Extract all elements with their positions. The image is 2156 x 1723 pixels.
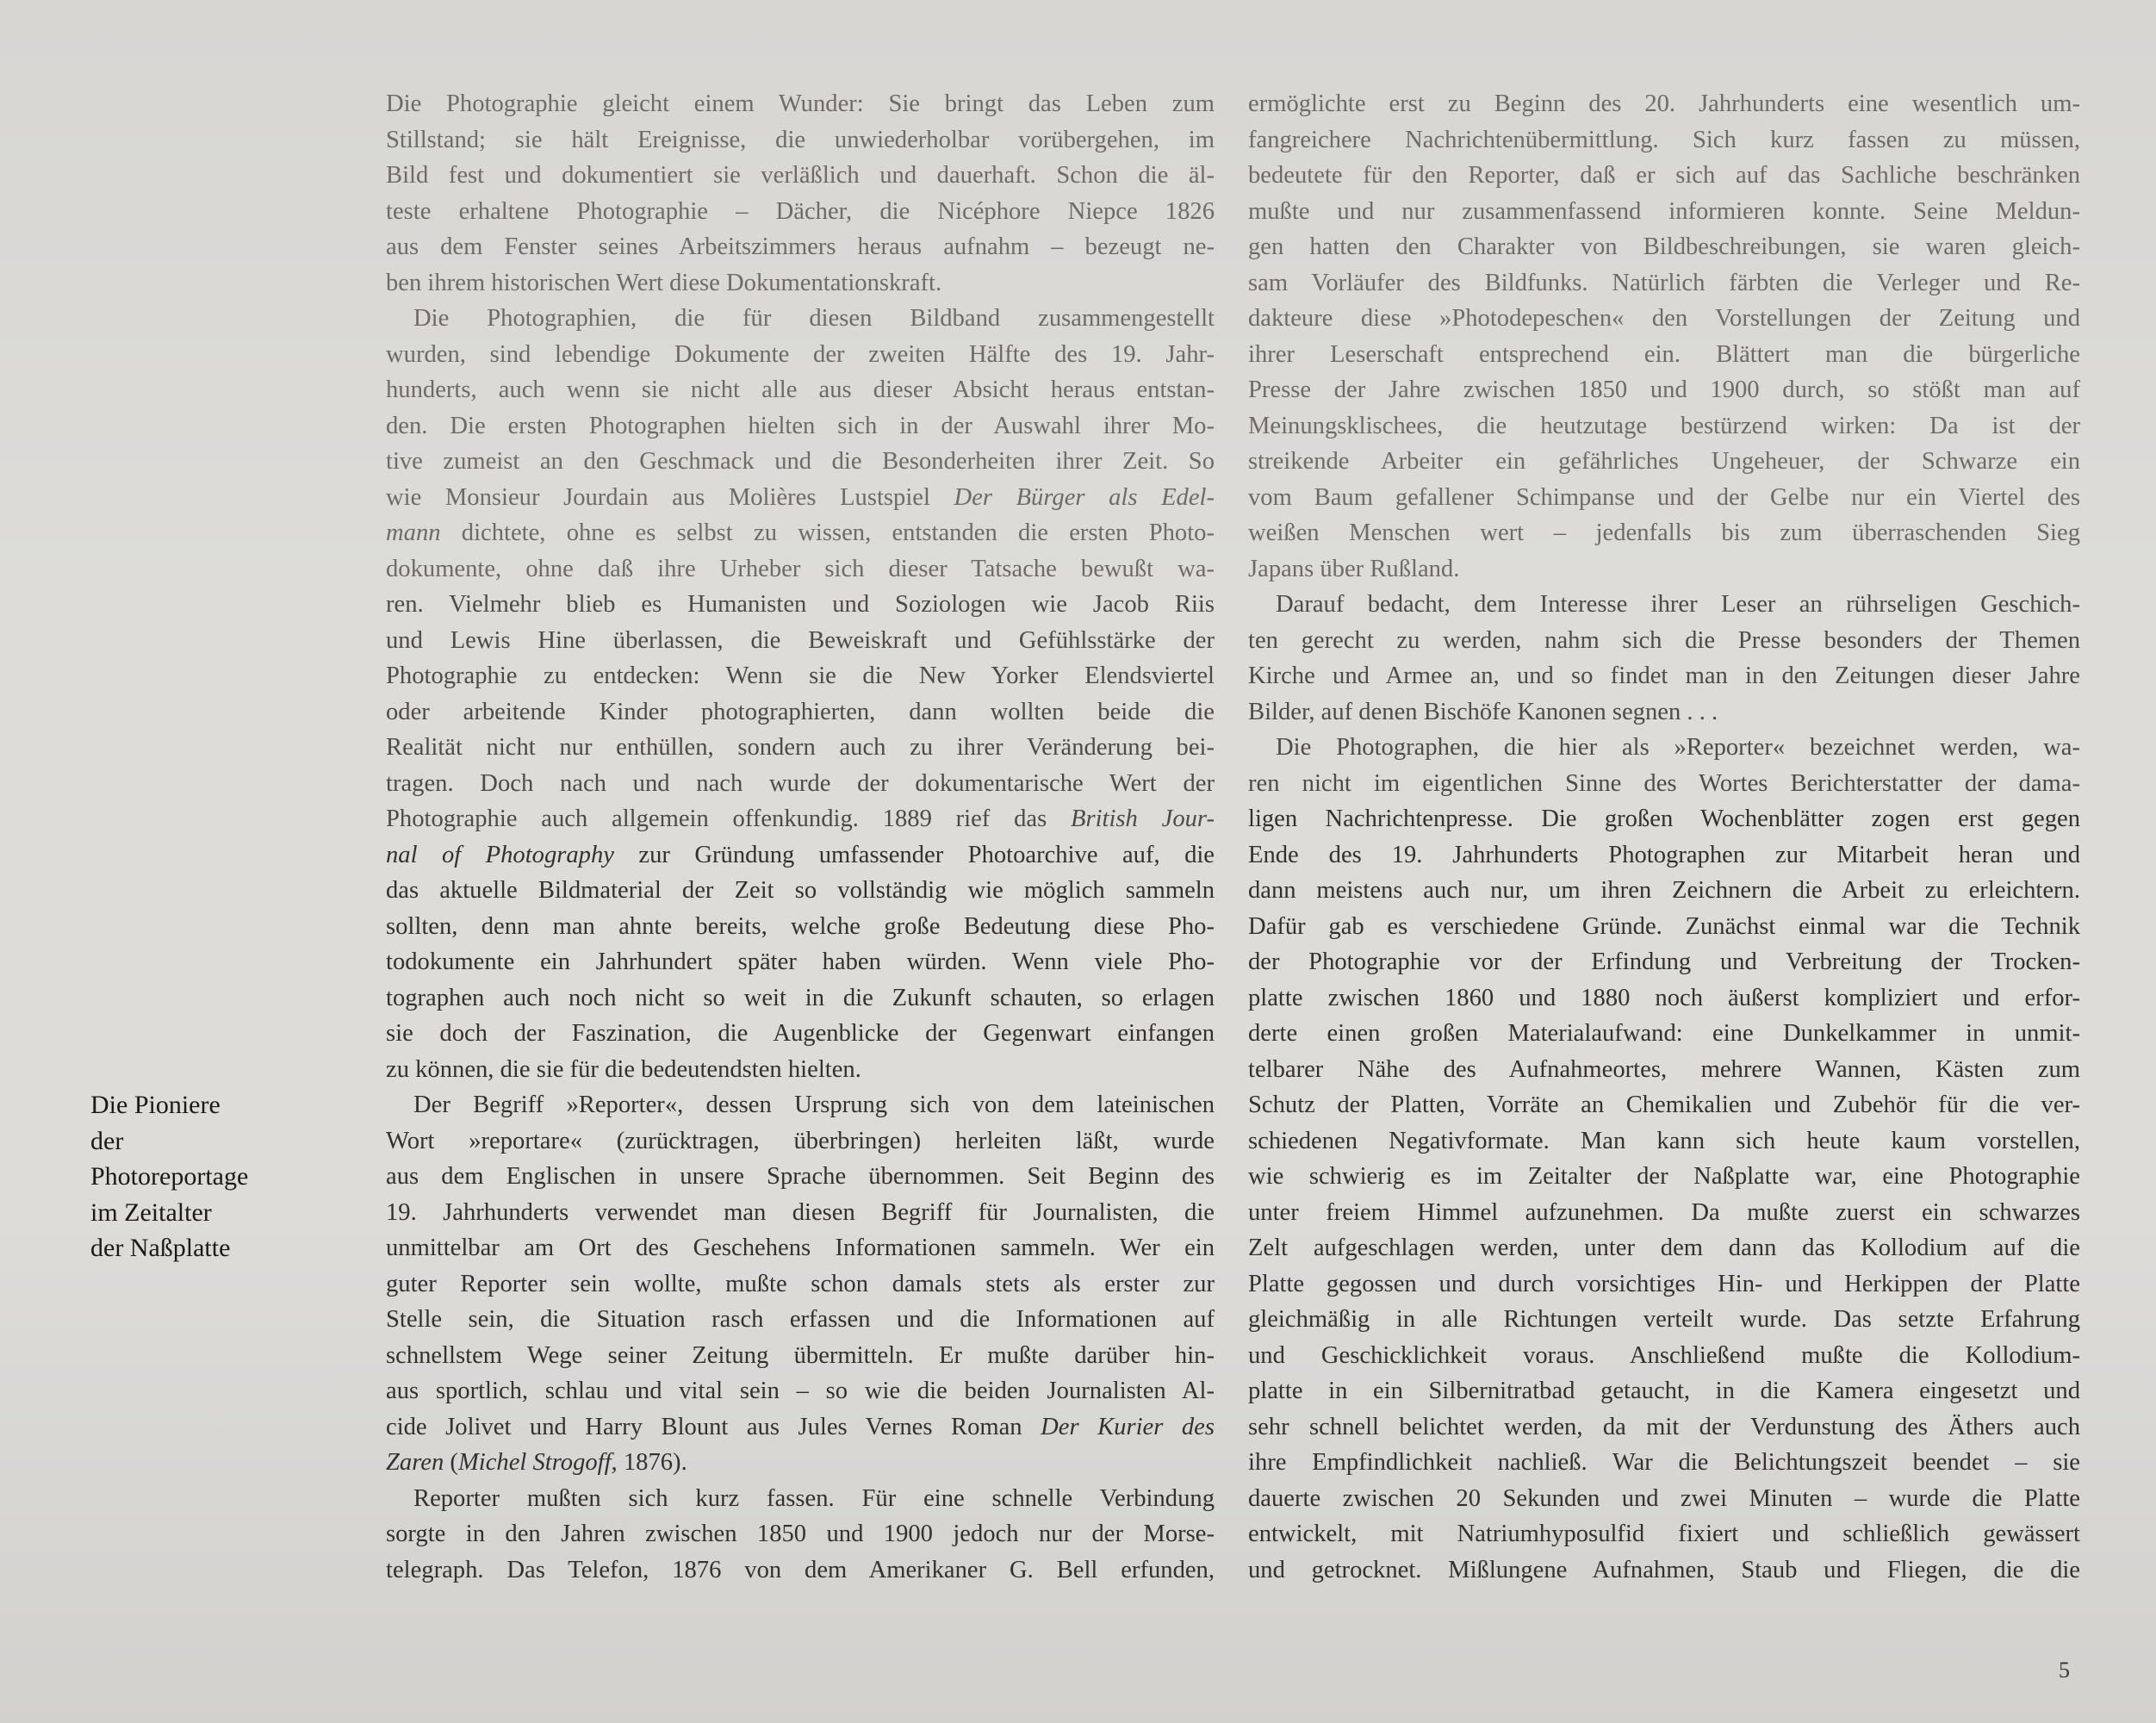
text-line (386, 1481, 1215, 1517)
text-line (386, 1087, 1215, 1123)
text-line (386, 1159, 1215, 1195)
text-line (1248, 1230, 2080, 1266)
text-line (1248, 408, 2080, 445)
line-text: fangreichere Nachrichtenübermittlung. Sich kurz fassen zu müssen, (1248, 126, 2080, 153)
line-text: wie Monsieur Jourdain aus Molières Lustspiel (386, 483, 954, 511)
line-text: entwickelt, mit Natriumhyposulfid fixiert und schließlich gewässert (1248, 1521, 2080, 1547)
line-text: dichtete, ohne es selbst zu wissen, entstanden die ersten Photo- (440, 519, 1215, 546)
line-text: cide Jolivet und Harry Blount aus Jules Vernes Roman (386, 1413, 1041, 1440)
line-text: Photographie auch allgemein offenkundig. 1889 rief das (386, 806, 1071, 832)
text-line (386, 158, 1215, 194)
text-line (1248, 301, 2080, 337)
line-text: aus dem Fenster seines Arbeitszimmers heraus aufnahm – bezeugt ne- (386, 233, 1215, 260)
text-line (1248, 623, 2080, 659)
line-text: unmittelbar am Ort des Geschehens Informationen sammeln. Wer ein (386, 1235, 1215, 1261)
text-line (1248, 694, 2080, 731)
line-text: ihre Empfindlichkeit nachließ. War die Belichtungszeit beendet – sie (1248, 1449, 2080, 1476)
text-line (386, 1052, 1215, 1088)
line-text: aus sportlich, schlau und vital sein – so wie die beiden Journalisten Al- (386, 1378, 1215, 1404)
text-line (386, 337, 1215, 373)
text-line (1248, 1016, 2080, 1052)
text-line (386, 265, 1215, 302)
line-text: Bilder, auf denen Bischöfe Kanonen segnen . . . (1248, 698, 1718, 725)
chapter-heading-line: der Naßplatte (90, 1234, 231, 1262)
line-text: bedeutete für den Reporter, daß er sich auf das Sachliche beschränken (1248, 162, 2080, 189)
italic-title: nal of Photography (386, 841, 614, 868)
line-text: gen hatten den Charakter von Bildbeschreibungen, sie waren gleich- (1248, 233, 2080, 260)
text-line (1248, 480, 2080, 516)
line-text: dauerte zwischen 20 Sekunden und zwei Minuten – wurde die Platte (1248, 1484, 2080, 1512)
line-text: Reporter mußten sich kurz fassen. Für eine schnelle Verbindung (413, 1484, 1215, 1512)
line-text: platte zwischen 1860 und 1880 noch äußerst kompliziert und erfor- (1248, 984, 2080, 1011)
text-line (386, 944, 1215, 980)
line-text: tragen. Doch nach und nach wurde der dokumentarische Wert der (386, 769, 1215, 797)
line-text: Zelt aufgeschlagen werden, unter dem dann das Kollodium auf die (1248, 1235, 2080, 1261)
line-text: der Photographie vor der Erfindung und Verbreitung der Trocken- (1248, 949, 2080, 975)
line-text: wurden, sind lebendige Dokumente der zweiten Hälfte des 19. Jahr- (386, 340, 1215, 368)
line-text: Kirche und Armee an, und so findet man in den Zeitungen dieser Jahre (1248, 662, 2080, 689)
text-line (386, 1230, 1215, 1266)
line-text: Schutz der Platten, Vorräte an Chemikalien und Zubehör für die ver- (1248, 1092, 2080, 1118)
line-text: vom Baum gefallener Schimpanse und der Gelbe nur ein Viertel des (1248, 483, 2080, 511)
line-text: weißen Menschen wert – jedenfalls bis zum überraschenden Sieg (1248, 519, 2080, 546)
text-line (1248, 873, 2080, 909)
text-line (1248, 1159, 2080, 1195)
text-column-right (1248, 86, 2080, 1588)
line-text: Stillstand; sie hält Ereignisse, die unwiederholbar vorübergehen, im (386, 126, 1215, 153)
text-line (386, 1338, 1215, 1374)
text-line (1248, 909, 2080, 945)
line-text: tive zumeist an den Geschmack und die Besonderheiten ihrer Zeit. So (386, 448, 1215, 475)
line-text: sollten, denn man ahnte bereits, welche große Bedeutung diese Pho- (386, 912, 1215, 940)
text-line (386, 766, 1215, 802)
line-text: Meinungsklischees, die heutzutage bestürzend wirken: Da ist der (1248, 412, 2080, 439)
line-text: Ende des 19. Jahrhunderts Photographen zur Mitarbeit heran und (1248, 841, 2080, 868)
text-line (386, 909, 1215, 945)
text-line (386, 480, 1215, 516)
line-text: Dafür gab es verschiedene Gründe. Zunächst einmal war die Technik (1248, 912, 2080, 940)
text-line (1248, 265, 2080, 302)
line-text: ermöglichte erst zu Beginn des 20. Jahrhunderts eine wesentlich um- (1248, 90, 2080, 117)
line-text: gleichmäßig in alle Richtungen verteilt wurde. Das setzte Erfahrung (1248, 1306, 2080, 1333)
text-line (386, 301, 1215, 337)
text-line (386, 1373, 1215, 1409)
text-line (1248, 837, 2080, 874)
text-line (386, 1516, 1215, 1552)
italic-title: Michel Strogoff, (457, 1449, 618, 1476)
line-text: mußte und nur zusammenfassend informieren konnte. Seine Meldun- (1248, 197, 2080, 225)
line-text: Die Photographie gleicht einem Wunder: Sie bringt das Leben zum (386, 90, 1215, 117)
text-line (386, 229, 1215, 265)
line-text: platte in ein Silbernitratbad getaucht, in die Kamera eingesetzt und (1248, 1378, 2080, 1404)
text-line (1248, 229, 2080, 265)
text-line (1248, 766, 2080, 802)
line-text: ren. Vielmehr blieb es Humanisten und Soziologen wie Jacob Riis (386, 591, 1215, 618)
text-line (1248, 658, 2080, 694)
text-line (1248, 86, 2080, 122)
text-line (1248, 980, 2080, 1017)
line-text: derte einen großen Materialaufwand: eine Dunkelkammer in unmit- (1248, 1020, 2080, 1047)
text-line (1248, 551, 2080, 588)
line-text: teste erhaltene Photographie – Dächer, die Nicéphore Niepce 1826 (386, 197, 1215, 225)
text-line (1248, 1195, 2080, 1231)
text-line (1248, 587, 2080, 623)
line-text: Wort »reportare« (zurücktragen, überbringen) herleiten läßt, wurde (386, 1127, 1215, 1154)
line-text: telegraph. Das Telefon, 1876 von dem Amerikaner G. Bell erfunden, (386, 1556, 1215, 1583)
line-text: Realität nicht nur enthüllen, sondern auch zu ihrer Veränderung bei- (386, 734, 1215, 761)
text-line (386, 515, 1215, 551)
text-line (386, 837, 1215, 874)
line-text: und getrocknet. Mißlungene Aufnahmen, Staub und Fliegen, die die (1248, 1556, 2080, 1583)
text-line (1248, 515, 2080, 551)
line-text: zur Gründung umfassender Photoarchive auf, die (613, 841, 1215, 868)
line-text: unter freiem Himmel aufzunehmen. Da mußte zuerst ein schwarzes (1248, 1198, 2080, 1226)
text-line (386, 1302, 1215, 1338)
text-line (1248, 1409, 2080, 1446)
line-text: und Lewis Hine überlassen, die Beweiskraft und Gefühlsstärke der (386, 626, 1215, 654)
line-text: 19. Jahrhunderts verwendet man diesen Begriff für Journalisten, die (386, 1198, 1215, 1226)
text-line (386, 587, 1215, 623)
text-line (1248, 944, 2080, 980)
line-text: dakteure diese »Photodepeschen« den Vorstellungen der Zeitung und (1248, 305, 2080, 332)
text-line (1248, 194, 2080, 230)
line-text: ( (444, 1449, 458, 1476)
line-text: dann meistens auch nur, um ihren Zeichnern die Arbeit zu erleichtern. (1248, 877, 2080, 904)
line-text: hunderts, auch wenn sie nicht alle aus dieser Absicht heraus entstan- (386, 376, 1215, 403)
chapter-heading-line: Photoreportage (90, 1162, 249, 1191)
text-line (1248, 372, 2080, 408)
text-line (386, 551, 1215, 588)
text-line (1248, 122, 2080, 159)
italic-title: mann (386, 519, 441, 546)
line-text: sam Vorläufer des Bildfunks. Natürlich färbten die Verleger und Re- (1248, 269, 2080, 296)
line-text: Stelle sein, die Situation rasch erfassen und die Informationen auf (386, 1306, 1215, 1333)
text-line (386, 980, 1215, 1017)
text-line (386, 873, 1215, 909)
line-text: wie schwierig es im Zeitalter der Naßplatte war, eine Photographie (1248, 1163, 2080, 1190)
line-text: streikende Arbeiter ein gefährliches Ungeheuer, der Schwarze ein (1248, 448, 2080, 475)
italic-title: Zaren (386, 1449, 444, 1476)
text-line (1248, 1052, 2080, 1088)
text-line (386, 86, 1215, 122)
text-line (1248, 444, 2080, 480)
line-text: guter Reporter sein wollte, mußte schon damals stets als erster zur (386, 1270, 1215, 1297)
text-line (386, 1552, 1215, 1589)
line-text: den. Die ersten Photographen hielten sich in der Auswahl ihrer Mo- (386, 412, 1215, 439)
text-line (386, 801, 1215, 837)
line-text: schnellstem Wege seiner Zeitung übermitteln. Er mußte darüber hin- (386, 1341, 1215, 1369)
line-text: Platte gegossen und durch vorsichtiges Hin- und Herkippen der Platte (1248, 1270, 2080, 1297)
text-line (386, 1195, 1215, 1231)
chapter-heading (90, 1087, 349, 1266)
text-line (1248, 1266, 2080, 1303)
text-line (1248, 1123, 2080, 1160)
chapter-heading-line: im Zeitalter (90, 1197, 212, 1227)
line-text: todokumente ein Jahrhundert später haben würden. Wenn viele Pho- (386, 949, 1215, 975)
line-text: ten gerecht zu werden, nahm sich die Presse besonders der Themen (1248, 626, 2080, 654)
line-text: ben ihrem historischen Wert diese Dokumentationskraft. (386, 269, 942, 296)
text-line (1248, 730, 2080, 766)
line-text: Bild fest und dokumentiert sie verläßlich und dauerhaft. Schon die äl- (386, 162, 1215, 189)
line-text: tographen auch noch nicht so weit in die Zukunft schauten, so erlagen (386, 984, 1215, 1011)
text-line (1248, 1552, 2080, 1589)
text-line (386, 730, 1215, 766)
text-line (1248, 1481, 2080, 1517)
chapter-heading-line: der (90, 1126, 124, 1155)
text-line (1248, 1516, 2080, 1552)
line-text: schiedenen Negativformate. Man kann sich heute kaum vorstellen, (1248, 1127, 2080, 1154)
text-line (1248, 1338, 2080, 1374)
text-line (1248, 1302, 2080, 1338)
line-text: Die Photographien, die für diesen Bildband zusammengestellt (413, 305, 1215, 332)
line-text: zu können, die sie für die bedeutendsten hielten. (386, 1055, 861, 1083)
line-text: das aktuelle Bildmaterial der Zeit so vollständig wie möglich sammeln (386, 877, 1215, 904)
line-text: sehr schnell belichtet werden, da mit der Verdunstung des Äthers auch (1248, 1413, 2080, 1440)
text-line (386, 1409, 1215, 1446)
line-text: Presse der Jahre zwischen 1850 und 1900 durch, so stößt man auf (1248, 376, 2080, 403)
italic-title: British Jour- (1071, 806, 1215, 832)
page-number: 5 (2059, 1658, 2070, 1683)
text-line (386, 1123, 1215, 1160)
line-text: ren nicht im eigentlichen Sinne des Wortes Berichterstatter der dama- (1248, 769, 2080, 797)
chapter-heading-line: Die Pioniere (90, 1091, 221, 1119)
text-line (386, 194, 1215, 230)
line-text: sie doch der Faszination, die Augenblicke der Gegenwart einfangen (386, 1020, 1215, 1047)
line-text: Darauf bedacht, dem Interesse ihrer Leser an rührseligen Geschich- (1276, 591, 2080, 618)
line-text: oder arbeitende Kinder photographierten, dann wollten beide die (386, 698, 1215, 725)
italic-title: Der Bürger als Edel- (954, 483, 1215, 511)
line-text: Photographie zu entdecken: Wenn sie die New Yorker Elendsviertel (386, 662, 1215, 689)
text-line (386, 372, 1215, 408)
text-column-left (386, 86, 1215, 1588)
line-text: aus dem Englischen in unsere Sprache übernommen. Seit Beginn des (386, 1163, 1215, 1190)
text-line (386, 1016, 1215, 1052)
text-line (1248, 337, 2080, 373)
line-text: und Geschicklichkeit voraus. Anschließend mußte die Kollodium- (1248, 1341, 2080, 1369)
text-line (1248, 1373, 2080, 1409)
text-line (386, 1445, 1215, 1481)
line-text: Japans über Rußland. (1248, 555, 1460, 582)
line-text: dokumente, ohne daß ihre Urheber sich dieser Tatsache bewußt wa- (386, 555, 1215, 582)
text-line (386, 694, 1215, 731)
text-line (1248, 158, 2080, 194)
text-line (1248, 1445, 2080, 1481)
text-line (386, 122, 1215, 159)
line-text: ligen Nachrichtenpresse. Die großen Wochenblätter zogen erst gegen (1248, 806, 2080, 832)
text-line (386, 623, 1215, 659)
line-text: telbarer Nähe des Aufnahmeortes, mehrere Wannen, Kästen zum (1248, 1055, 2080, 1083)
line-text: Der Begriff »Reporter«, dessen Ursprung sich von dem lateinischen (413, 1092, 1215, 1118)
text-line (386, 1266, 1215, 1303)
line-text: sorgte in den Jahren zwischen 1850 und 1900 jedoch nur der Morse- (386, 1521, 1215, 1547)
line-text: 1876). (617, 1449, 687, 1476)
text-line (386, 658, 1215, 694)
line-text: Die Photographen, die hier als »Reporter« bezeichnet werden, wa- (1276, 734, 2080, 761)
line-text: ihrer Leserschaft entsprechend ein. Blättert man die bürgerliche (1248, 340, 2080, 368)
text-line (1248, 1087, 2080, 1123)
text-line (386, 408, 1215, 445)
italic-title: Der Kurier des (1041, 1413, 1215, 1440)
text-line (386, 444, 1215, 480)
text-line (1248, 801, 2080, 837)
